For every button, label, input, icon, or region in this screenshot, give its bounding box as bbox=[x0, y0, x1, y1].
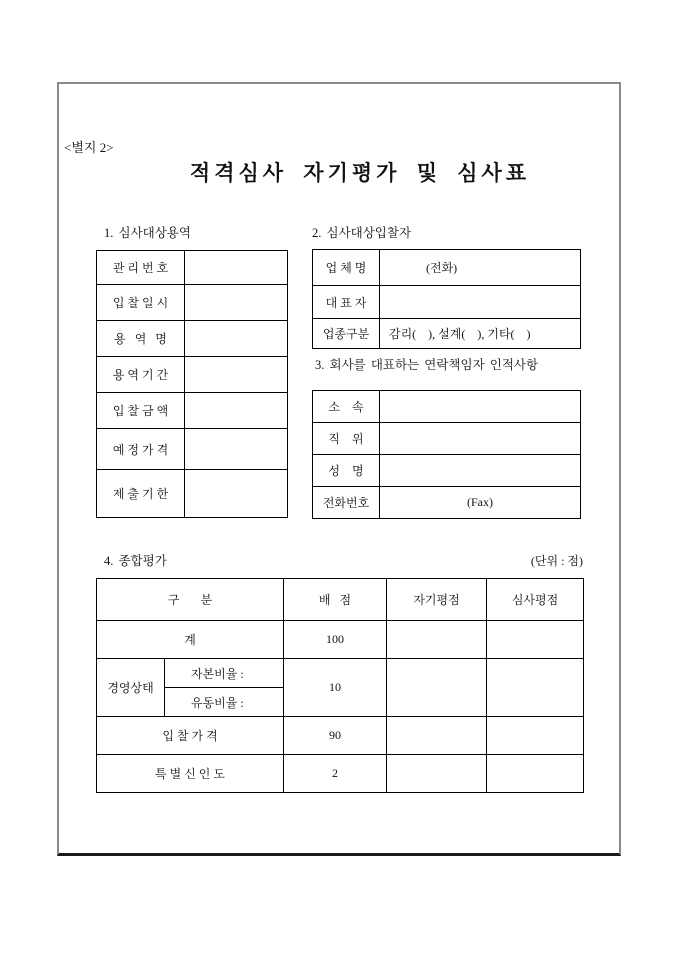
row-label-management-status: 경영상태 bbox=[97, 659, 165, 717]
points-total: 100 bbox=[284, 621, 387, 659]
target-bidder-table bbox=[312, 249, 581, 349]
field-label-company-name: 업 체 명 bbox=[313, 250, 380, 286]
field-label-service-name: 용 역 명 bbox=[97, 321, 185, 357]
field-value-estimated-price bbox=[185, 429, 288, 470]
overall-evaluation-table bbox=[96, 578, 584, 793]
field-value-bid-amount bbox=[185, 393, 288, 429]
column-header-points: 배 점 bbox=[284, 579, 387, 621]
field-label-phone-number: 전화번호 bbox=[313, 487, 380, 519]
column-header-review-score: 심사평점 bbox=[487, 579, 584, 621]
section4-heading: 4. 종합평가 bbox=[104, 554, 167, 568]
field-label-bid-datetime: 입 찰 일 시 bbox=[97, 285, 185, 321]
table-row-total bbox=[97, 621, 584, 659]
field-value-position bbox=[380, 423, 581, 455]
table-row-bid-price bbox=[97, 717, 584, 755]
document-title: 적격심사 자기평가 및 심사표 bbox=[189, 161, 531, 185]
section2-heading: 2. 심사대상입찰자 bbox=[312, 226, 412, 240]
field-label-service-period: 용 역 기 간 bbox=[97, 357, 185, 393]
contact-person-table bbox=[312, 390, 581, 519]
field-value-bid-datetime bbox=[185, 285, 288, 321]
field-value-service-period bbox=[185, 357, 288, 393]
self-score-bid-price bbox=[387, 717, 487, 755]
section3-heading: 3. 회사를 대표하는 연락책임자 인적사항 bbox=[315, 358, 539, 372]
field-value-representative bbox=[380, 286, 581, 319]
field-label-affiliation: 소 속 bbox=[313, 391, 380, 423]
table-row-management-capital bbox=[97, 659, 584, 688]
review-score-special-credibility bbox=[487, 755, 584, 793]
field-value-service-name bbox=[185, 321, 288, 357]
table-row-special-credibility bbox=[97, 755, 584, 793]
field-value-affiliation bbox=[380, 391, 581, 423]
field-label-representative: 대 표 자 bbox=[313, 286, 380, 319]
field-value-business-type: 감리( ), 설계( ), 기타( ) bbox=[380, 319, 581, 349]
field-label-name: 성 명 bbox=[313, 455, 380, 487]
field-value-submission-deadline bbox=[185, 470, 288, 518]
field-label-management-number: 관 리 번 호 bbox=[97, 251, 185, 285]
self-score-total bbox=[387, 621, 487, 659]
points-special-credibility: 2 bbox=[284, 755, 387, 793]
field-label-estimated-price: 예 정 가 격 bbox=[97, 429, 185, 470]
section1-heading: 1. 심사대상용역 bbox=[104, 226, 191, 240]
column-header-category: 구 분 bbox=[97, 579, 284, 621]
review-score-bid-price bbox=[487, 717, 584, 755]
column-header-self-score: 자기평점 bbox=[387, 579, 487, 621]
row-label-total: 계 bbox=[97, 621, 284, 659]
field-label-bid-amount: 입 찰 금 액 bbox=[97, 393, 185, 429]
self-score-management bbox=[387, 659, 487, 717]
annex-tag: <별지 2> bbox=[64, 140, 114, 155]
field-label-submission-deadline: 제 출 기 한 bbox=[97, 470, 185, 518]
field-value-company-name-phone: (전화) bbox=[380, 250, 581, 286]
field-value-phone-fax: (Fax) bbox=[380, 487, 581, 519]
review-score-total bbox=[487, 621, 584, 659]
review-score-management bbox=[487, 659, 584, 717]
target-service-table bbox=[96, 250, 288, 518]
row-label-special-credibility: 특 별 신 인 도 bbox=[97, 755, 284, 793]
points-bid-price: 90 bbox=[284, 717, 387, 755]
row-label-capital-ratio: 자본비율 : bbox=[165, 659, 284, 688]
row-label-liquidity-ratio: 유동비율 : bbox=[165, 688, 284, 717]
unit-note: (단위 : 점) bbox=[530, 554, 583, 568]
row-label-bid-price: 입 찰 가 격 bbox=[97, 717, 284, 755]
self-score-special-credibility bbox=[387, 755, 487, 793]
field-label-business-type: 업종구분 bbox=[313, 319, 380, 349]
field-value-management-number bbox=[185, 251, 288, 285]
field-label-position: 직 위 bbox=[313, 423, 380, 455]
field-value-name bbox=[380, 455, 581, 487]
points-management: 10 bbox=[284, 659, 387, 717]
